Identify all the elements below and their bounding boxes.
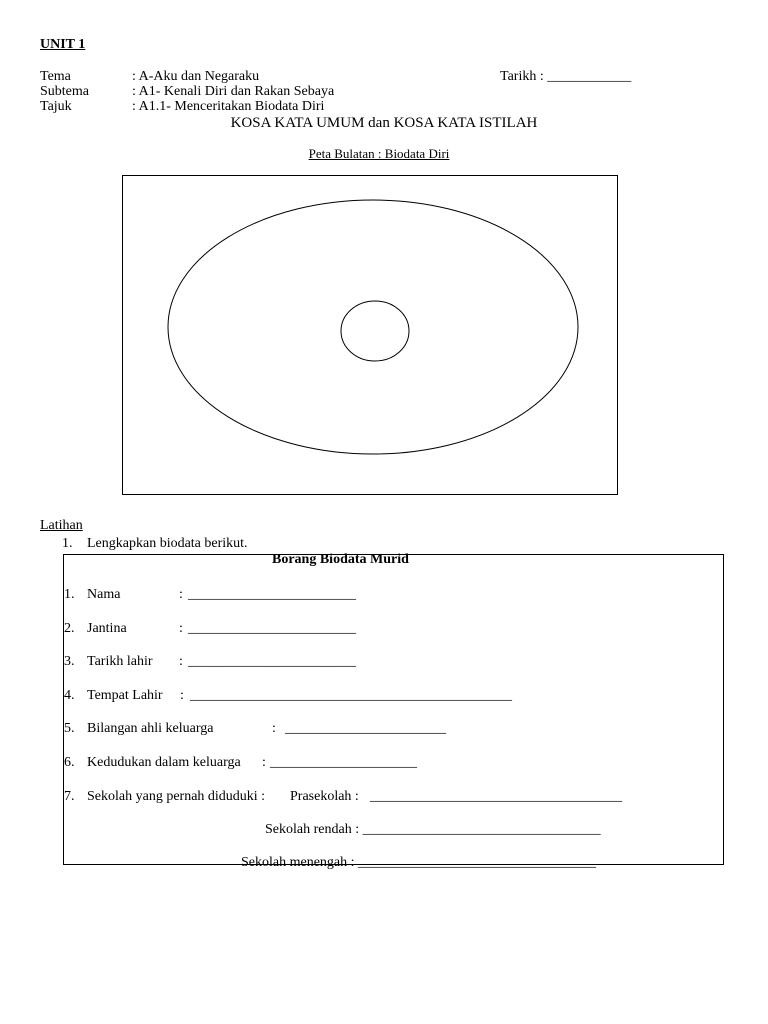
field-label-sekolah: Sekolah yang pernah diduduki :: [87, 789, 266, 804]
field-separator: :: [262, 755, 266, 770]
field-label-kedudukan: Kedudukan dalam keluarga: [87, 755, 241, 770]
field-number: 7.: [64, 789, 75, 804]
tarikh-lahir-answer-line[interactable]: ________________________: [188, 654, 356, 669]
exercise-heading: Latihan: [40, 518, 83, 533]
field-label-jantina: Jantina: [87, 621, 127, 636]
field-number: 3.: [64, 654, 75, 669]
sekolah-menengah-field[interactable]: Sekolah menengah : __________________________________: [241, 855, 597, 870]
jantina-answer-line[interactable]: ________________________: [188, 621, 356, 636]
circle-map-diagram: [123, 176, 617, 494]
prasekolah-label: Prasekolah :: [290, 789, 359, 804]
field-number: 6.: [64, 755, 75, 770]
field-number: 4.: [64, 688, 75, 703]
tarikh-field: Tarikh : ____________: [500, 69, 632, 84]
field-number: 2.: [64, 621, 75, 636]
tajuk-label: Tajuk: [40, 99, 72, 114]
field-label-nama: Nama: [87, 587, 121, 602]
tempat-lahir-answer-line[interactable]: ______________________________________________: [190, 688, 512, 703]
instruction-number: 1.: [62, 536, 73, 551]
subtema-value: : A1- Kenali Diri dan Rakan Sebaya: [132, 84, 335, 99]
bilangan-ahli-answer-line[interactable]: _______________________: [285, 721, 446, 736]
circle-map-title: Peta Bulatan : Biodata Diri: [308, 146, 450, 161]
nama-answer-line[interactable]: ________________________: [188, 587, 356, 602]
field-number: 1.: [64, 587, 75, 602]
field-label-tempat-lahir: Tempat Lahir: [87, 688, 163, 703]
kedudukan-answer-line[interactable]: _____________________: [270, 755, 417, 770]
field-separator: :: [179, 654, 183, 669]
field-separator: :: [272, 721, 276, 736]
field-label-bilangan-ahli: Bilangan ahli keluarga: [87, 721, 214, 736]
inner-circle: [341, 301, 409, 361]
circle-map-frame: [122, 175, 618, 495]
outer-circle: [168, 200, 578, 454]
field-separator: :: [180, 688, 184, 703]
tema-label: Tema: [40, 69, 71, 84]
prasekolah-answer-line[interactable]: ____________________________________: [370, 789, 622, 804]
field-label-tarikh-lahir: Tarikh lahir: [87, 654, 153, 669]
field-separator: :: [179, 587, 183, 602]
sekolah-rendah-field[interactable]: Sekolah rendah : __________________________________: [265, 822, 601, 837]
unit-heading: UNIT 1: [40, 37, 86, 52]
field-separator: :: [179, 621, 183, 636]
field-number: 5.: [64, 721, 75, 736]
page-title: KOSA KATA UMUM dan KOSA KATA ISTILAH: [230, 115, 538, 131]
tema-value: : A-Aku dan Negaraku: [132, 69, 260, 84]
biodata-form-frame: [63, 554, 724, 865]
tajuk-value: : A1.1- Menceritakan Biodata Diri: [132, 99, 325, 114]
instruction-text: Lengkapkan biodata berikut.: [87, 536, 248, 551]
subtema-label: Subtema: [40, 84, 89, 99]
form-title: Borang Biodata Murid: [272, 552, 409, 567]
